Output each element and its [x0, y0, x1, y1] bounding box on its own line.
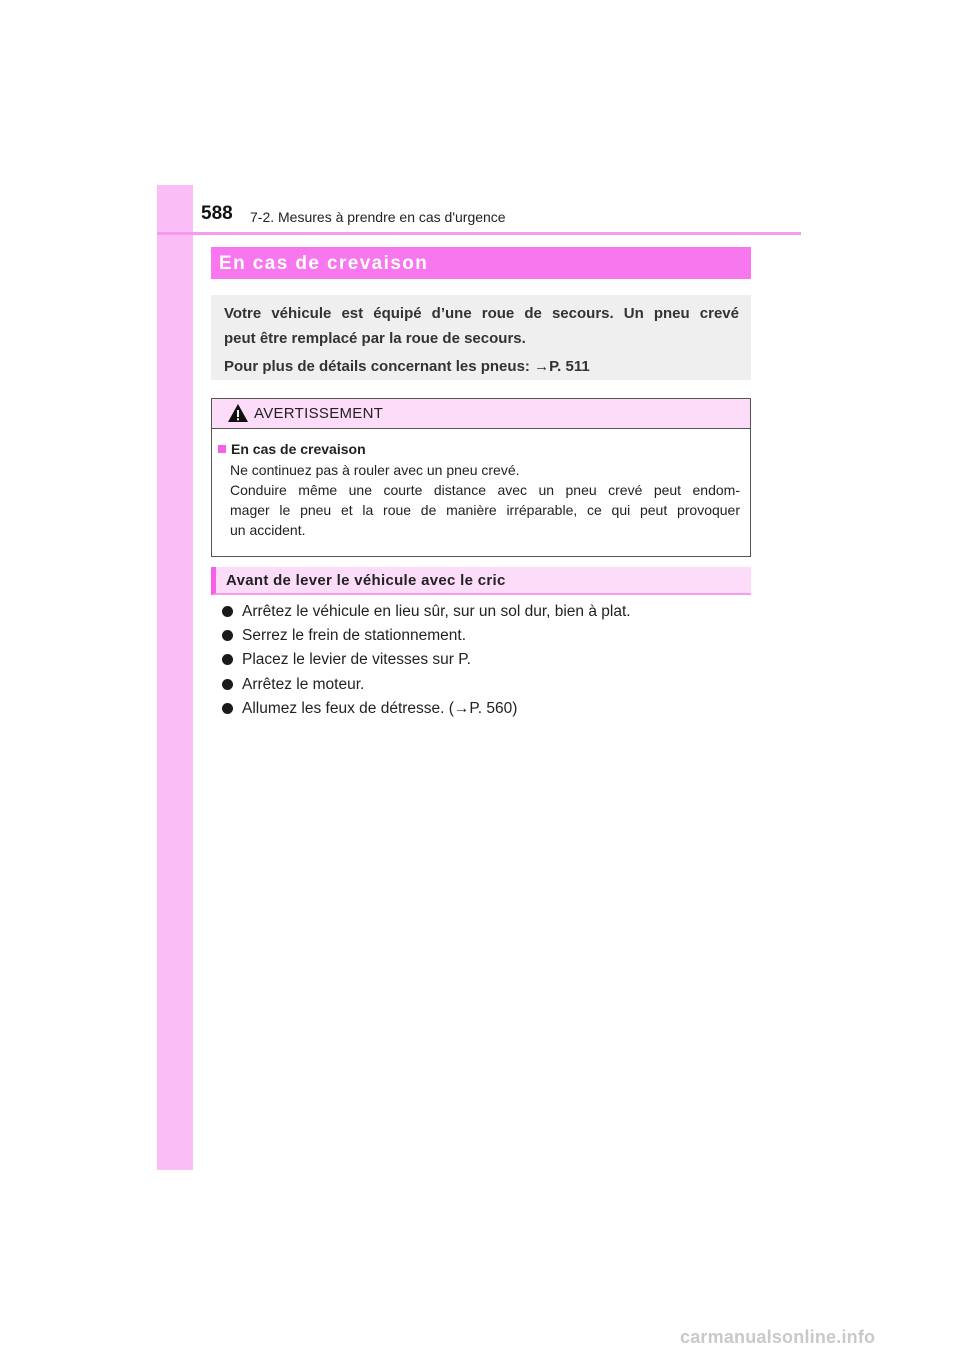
side-color-band — [157, 185, 193, 1170]
list-item — [222, 624, 631, 648]
warning-line-1: Ne continuez pas à rouler avec un pneu crevé. — [230, 462, 520, 478]
list-item-text: Arrêtez le moteur. — [242, 675, 365, 693]
intro-box — [211, 295, 751, 380]
bullet-dot-icon — [222, 679, 233, 690]
list-item-text: Allumez les feux de détresse. (→P. 560) — [242, 699, 518, 717]
list-item-text: Placez le levier de vitesses sur P. — [242, 651, 471, 669]
list-item-text: Arrêtez le véhicule en lieu sûr, sur un sol dur, bien à plat. — [242, 603, 631, 620]
warning-triangle-icon — [227, 403, 249, 423]
intro-line-2: peut être remplacé par la roue de secours. — [224, 330, 526, 347]
warning-box — [211, 398, 751, 557]
header-rule — [157, 232, 801, 235]
list-item — [222, 600, 631, 624]
subsection-title-bar — [211, 567, 751, 595]
intro-line-1: Votre véhicule est équipé d’une roue de secours. Un pneu crevé — [224, 305, 739, 322]
warning-subhead-text: En cas de crevaison — [231, 441, 366, 457]
warning-header — [212, 399, 750, 429]
section-title: En cas de crevaison — [219, 253, 429, 274]
warning-body — [212, 429, 750, 540]
bullet-dot-icon — [222, 606, 233, 617]
bullet-dot-icon — [222, 654, 233, 665]
page-number: 588 — [201, 203, 233, 224]
list-item — [222, 648, 631, 672]
list-item — [222, 697, 631, 721]
square-bullet-icon — [218, 445, 226, 453]
warning-label: AVERTISSEMENT — [254, 405, 384, 422]
warning-subhead — [218, 439, 740, 460]
warning-line-3: mager le pneu et la roue de manière irréparable, ce qui peut provoquer — [230, 502, 740, 518]
intro-line-3: Pour plus de détails concernant les pneus: →P. 511 — [224, 358, 590, 375]
list-item — [222, 673, 631, 697]
subsection-title: Avant de lever le véhicule avec le cric — [226, 572, 506, 589]
section-path: 7-2. Mesures à prendre en cas d'urgence — [250, 209, 506, 225]
section-title-bar — [211, 247, 751, 279]
warning-line-4: un accident. — [230, 522, 306, 538]
step-list — [222, 600, 631, 721]
warning-line-2: Conduire même une courte distance avec un pneu crevé peut endom- — [230, 482, 740, 498]
watermark: carmanualsonline.info — [680, 1327, 876, 1347]
list-item-text: Serrez le frein de stationnement. — [242, 627, 467, 645]
bullet-dot-icon — [222, 630, 233, 641]
bullet-dot-icon — [222, 703, 233, 714]
warning-text — [218, 460, 740, 540]
